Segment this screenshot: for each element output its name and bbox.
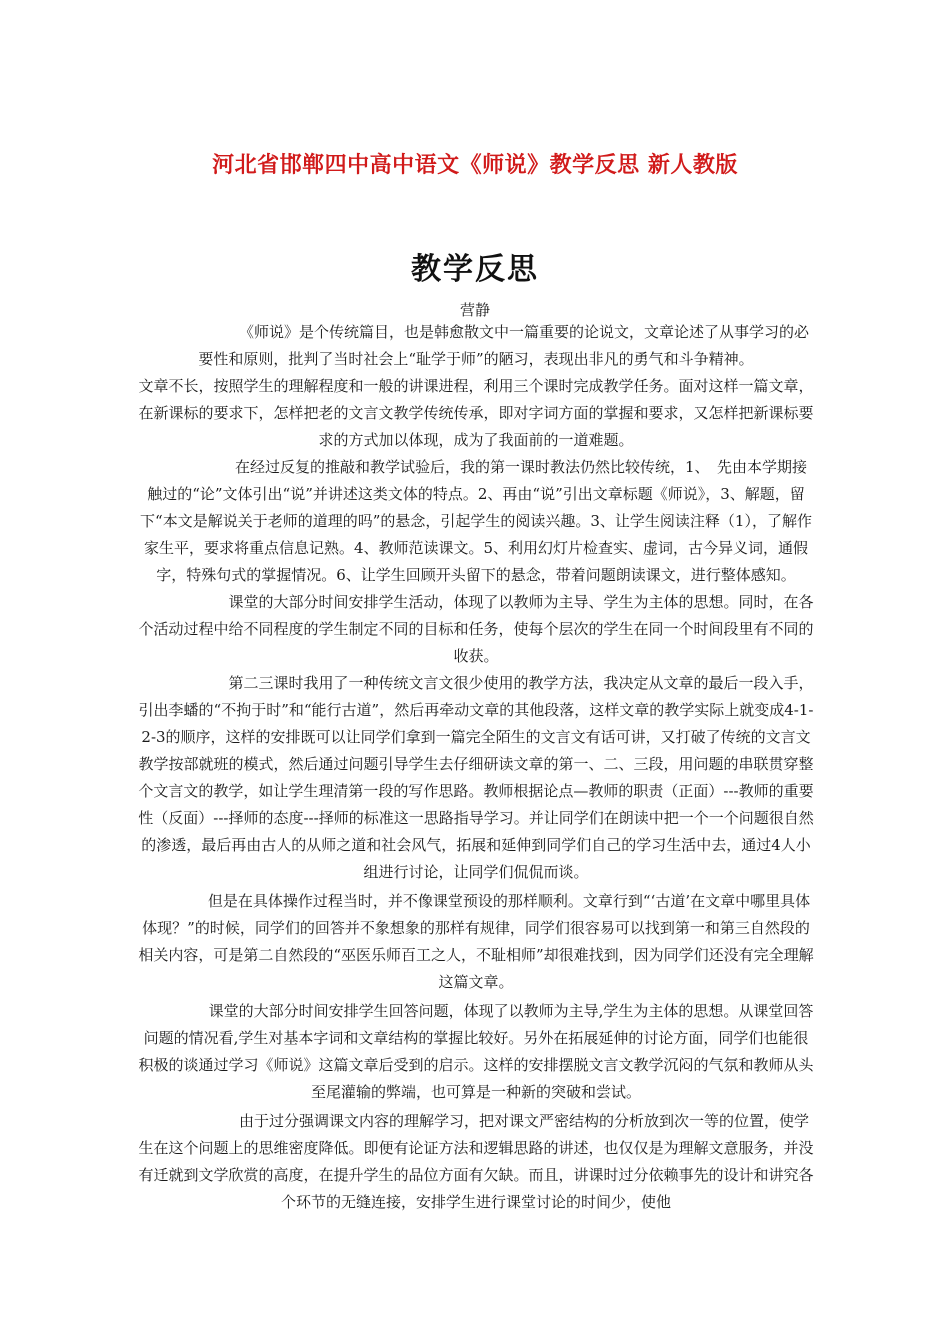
paragraph: 第二三课时我用了一种传统文言文很少使用的教学方法，我决定从文章的最后一段入手，引出李蟠的“不拘于时”和“能行古道”，然后再牵动文章的其他段落，这样文章的教学实际上就变成4-1-2-3的顺序，这样的安排既可以让同学们拿到一篇完全陌生的文言文有话可讲，又打破了传统的文言文教学按部就班的模式，然后通过问题引导学生去仔细研读文章的第一、二、三段，用问题的串联贯穿整个文言文的教学，如让学生理清第一段的写作思路。教师根据论点—教师的职责（正面）---教师的重要性（反面）---择师的态度---择师的标准这一思路指导学习。并让同学们在朗读中把一个一个问题很自然的渗透，最后再由古人的从师之道和社会风气，拓展和延伸到同学们自己的学习生活中去，通过4人小组进行讨论，让同学们侃侃而谈。	[138, 674, 814, 881]
document-title: 河北省邯郸四中高中语文《师说》教学反思 新人教版	[212, 153, 738, 178]
paragraph: 课堂的大部分时间安排学生活动，体现了以教师为主导、学生为主体的思想。同时，在各个活动过程中给不同程度的学生制定不同的目标和任务，使每个层次的学生在同一个时间段里有不同的收获。	[138, 593, 814, 665]
paragraph: 《师说》是个传统篇目，也是韩愈散文中一篇重要的论说文，文章论述了从事学习的必要性和原则，批判了当时社会上“耻学于师”的陋习，表现出非凡的勇气和斗争精神。	[198, 323, 809, 368]
paragraph: 但是在具体操作过程当时，并不像课堂预设的那样顺利。文章行到“‘古道’在文章中哪里具体体现？”的时候，同学们的回答并不象想象的那样有规律，同学们很容易可以找到第一和第三自然段的相关内容，可是第二自然段的“巫医乐师百工之人，不耻相师”却很难找到，因为同学们还没有完全理解这篇文章。	[138, 892, 814, 991]
document-body	[138, 319, 814, 1216]
paragraph: 由于过分强调课文内容的理解学习，把对课文严密结构的分析放到次一等的位置，使学生在这个问题上的思维密度降低。即便有论证方法和逻辑思路的讲述，也仅仅是为理解文意服务，并没有迁就到文学欣赏的高度，在提升学生的品位方面有欠缺。而且，讲课时过分依赖事先的设计和讲究各个环节的无缝连接，安排学生进行课堂讨论的时间少，使他	[138, 1112, 814, 1211]
section-heading: 教学反思	[411, 252, 539, 287]
paragraph: 在经过反复的推敲和教学试验后，我的第一课时教法仍然比较传统，1、 先由本学期接触过的“论”文体引出“说”并讲述这类文体的特点。2、再由“说”引出文章标题《师说》，3、解题，留下“本文是解说关于老师的道理的吗”的悬念，引起学生的阅读兴趣。3、让学生阅读注释（1），了解作家生平，要求将重点信息记熟。4、教师范读课文。5、利用幻灯片检查实、虚词，古今异义词，通假字，特殊句式的掌握情况。6、让学生回顾开头留下的悬念，带着问题朗读课文，进行整体感知。	[140, 458, 812, 584]
paragraph: 课堂的大部分时间安排学生回答问题，体现了以教师为主导,学生为主体的思想。从课堂回答问题的情况看,学生对基本字词和文章结构的掌握比较好。另外在拓展延伸的讨论方面，同学们也能很积极的谈通过学习《师说》这篇文章后受到的启示。这样的安排摆脱文言文教学沉闷的气氛和教师从头至尾灌输的弊端，也可算是一种新的突破和尝试。	[138, 1002, 814, 1101]
author-name: 营静	[459, 301, 490, 319]
paragraph: 文章不长，按照学生的理解程度和一般的讲课进程，利用三个课时完成教学任务。面对这样一篇文章，在新课标的要求下，怎样把老的文言文教学传统传承，即对字词方面的掌握和要求，又怎样把新课标要求的方式加以体现，成为了我面前的一道难题。	[138, 377, 814, 449]
